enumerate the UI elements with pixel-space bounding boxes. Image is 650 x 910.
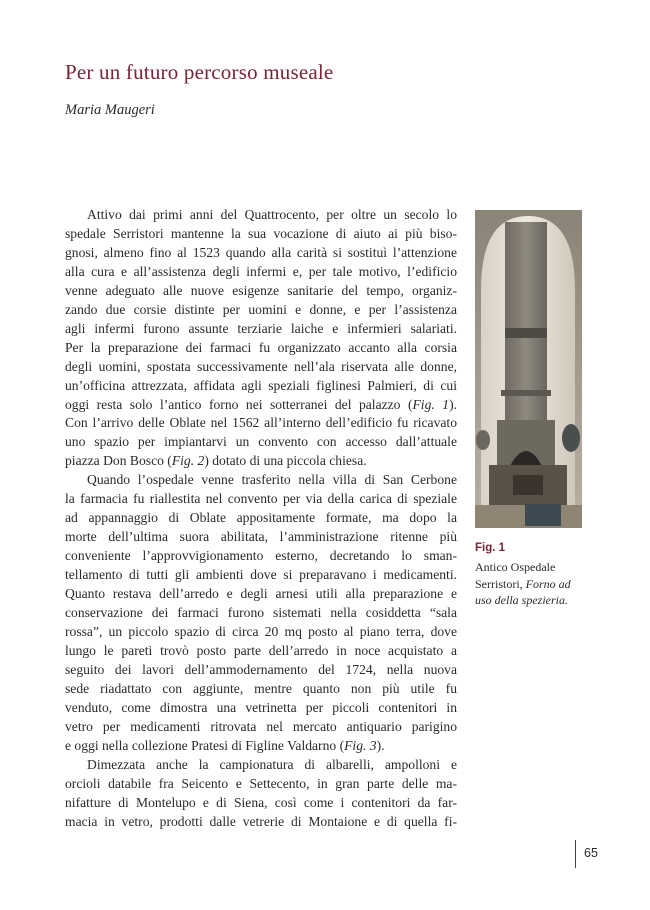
text-line — [65, 737, 457, 756]
text-line — [65, 642, 457, 661]
text-line — [65, 585, 457, 604]
text-line — [65, 282, 457, 301]
text-segment: orcioli databile fra Seicento e Settecento, in gran parte delle ma- — [65, 775, 457, 791]
text-line — [65, 547, 457, 566]
text-segment: conservazione dei farmaci furono sistemati nella cosiddetta “sala — [65, 605, 457, 621]
text-segment: nifatture di Montelupo e di Siena, così come i contenitori da far- — [65, 794, 457, 810]
text-segment: Quando l’ospedale venne trasferito nella villa di San Cerbone — [87, 472, 457, 488]
text-line — [65, 358, 457, 377]
text-line — [65, 661, 457, 680]
text-segment: morte dell’ultima suora abilitata, l’amministrazione ritenne più — [65, 529, 457, 545]
text-segment: Dimezzata anche la campionatura di albarelli, ampolloni e — [87, 756, 457, 772]
text-segment: rossa”, un piccolo spazio di circa 20 mq posto al piano terra, dove — [65, 623, 457, 639]
text-line — [65, 528, 457, 547]
text-segment: ) dotato di una piccola chiesa. — [204, 453, 367, 469]
text-line — [65, 756, 457, 775]
text-segment: degli uomini, spostata successivamente nell’ala riservata alle donne, — [65, 358, 457, 374]
text-segment: lungo le pareti trovò posto parte dell’arredo in noce acquistato a — [65, 642, 457, 658]
text-segment: ). — [376, 737, 385, 753]
text-segment: venduto, come dimostra una vetrinetta per piccoli contenitori in — [65, 699, 457, 715]
text-line — [65, 320, 457, 339]
article-title: Per un futuro percorso museale — [65, 60, 334, 84]
text-segment: gnosi, almeno fino al 1523 quando alla carità si sostituì l’attenzione — [65, 244, 457, 260]
figure-reference: Fig. 3 — [344, 737, 377, 753]
text-segment: seguito dei lavori dell’ammodernamento del 1724, nella nuova — [65, 661, 457, 677]
text-segment: e oggi nella collezione Pratesi di Figline Valdarno ( — [65, 737, 345, 753]
text-segment: macia in vetro, prodotti dalle vetrerie di Montaione e di quella fi- — [65, 813, 457, 829]
text-line — [65, 604, 457, 623]
text-line — [65, 471, 457, 490]
text-segment: tellamento di tutti gli ambienti dove si preparavano i medicamenti. — [65, 567, 457, 583]
text-line — [65, 813, 457, 832]
text-line — [65, 794, 457, 813]
text-segment: spedale Serristori mantenne la sua vocazione di aiuto ai più biso- — [65, 225, 457, 241]
text-segment: ad appannaggio di Oblate appositamente formate, ma dopo la — [65, 510, 457, 526]
text-line — [65, 301, 457, 320]
text-segment: sede riadattato con aggiunte, mentre quanto non più utile fu — [65, 680, 457, 696]
text-segment: agli infermi furono assunte terziarie laiche e infermieri salariati. — [65, 320, 457, 336]
figure-label: Fig. 1 — [475, 542, 506, 554]
text-line — [65, 339, 457, 358]
figure-reference: Fig. 2 — [171, 453, 205, 469]
caption-italic-text: Forno ad uso della spezieria. — [475, 576, 571, 607]
text-segment: Per la preparazione dei farmaci fu organizzato accanto alla corsia — [65, 339, 457, 355]
text-segment: Quanto restava dell’arredo e degli arnesi utili alla preparazione e — [65, 586, 457, 602]
text-segment: venne adeguato alle nuove esigenze sanitarie del tempo, organiz- — [65, 282, 457, 298]
text-segment: zando due corsie distinte per uomini e donne, e per l’assistenza — [65, 301, 457, 317]
text-segment: un’officina attrezzata, affidata agli speziali figlinesi Palmieri, di cui — [65, 377, 457, 393]
figure-caption — [475, 559, 585, 609]
body-text — [65, 206, 457, 831]
text-segment: la farmacia fu riallestita nel convento per via della carica di speziale — [65, 491, 457, 507]
text-segment: conveniente l’approvvigionamento esterno, decretando lo sman- — [65, 548, 457, 564]
text-segment: piazza Don Bosco ( — [65, 453, 172, 469]
text-line — [65, 396, 457, 415]
text-line — [65, 566, 457, 585]
text-line — [65, 623, 457, 642]
text-line — [65, 206, 457, 225]
text-segment: vetro per medicamenti ritrovata nel mercato antiquario parigino — [65, 718, 457, 734]
text-line — [65, 718, 457, 737]
text-line — [65, 414, 457, 433]
text-line — [65, 225, 457, 244]
text-segment: Attivo dai primi anni del Quattrocento, per oltre un secolo lo — [87, 207, 457, 222]
author-name: Maria Maugeri — [65, 102, 155, 118]
text-line — [65, 263, 457, 282]
text-segment: Con l’arrivo delle Oblate nel 1562 all’interno dell’edificio fu ricavato — [65, 415, 457, 431]
figure-reference: Fig. 1 — [412, 396, 450, 412]
text-line — [65, 490, 457, 509]
text-line — [65, 680, 457, 699]
text-segment: ). — [449, 396, 457, 412]
text-line — [65, 509, 457, 528]
text-line — [65, 377, 457, 396]
text-line — [65, 244, 457, 263]
caption-text: Antico Ospedale Serristori, — [475, 560, 556, 591]
text-line — [65, 433, 457, 452]
text-line — [65, 452, 457, 471]
text-segment: uno spazio per impiantarvi un convento con accesso dall’attuale — [65, 434, 457, 450]
page-number-rule — [575, 840, 576, 868]
figure-1-image — [475, 210, 582, 528]
text-segment: oggi resta solo l’antico forno nei sotterranei del palazzo ( — [65, 396, 413, 412]
text-line — [65, 775, 457, 794]
text-line — [65, 699, 457, 718]
text-segment: alla cura e all’assistenza degli infermi e, per tale motivo, l’edificio — [65, 263, 457, 279]
page-number: 65 — [584, 846, 598, 860]
